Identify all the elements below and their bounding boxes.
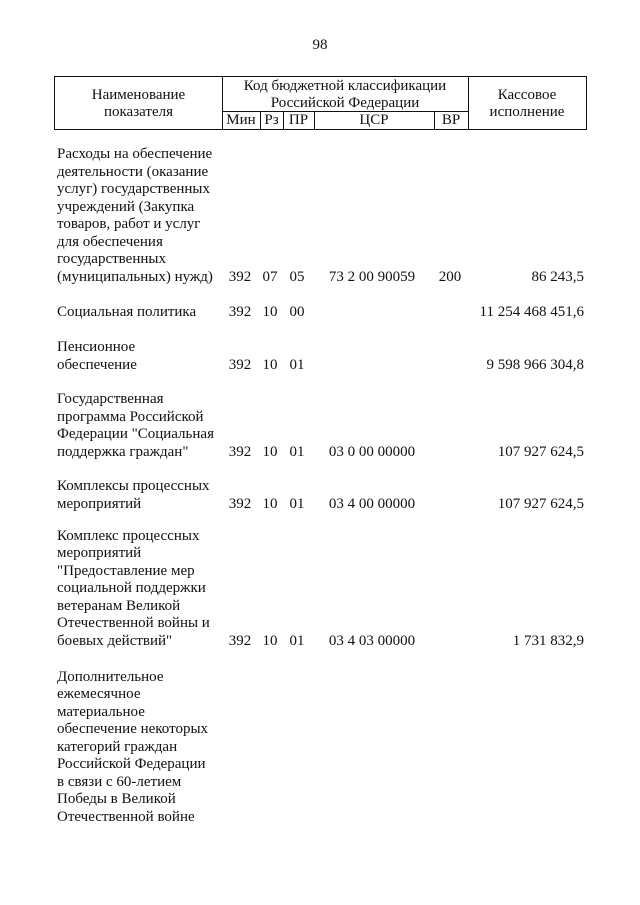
table-row xyxy=(0,146,640,286)
row-pr: 05 xyxy=(289,268,305,285)
row-min: 392 xyxy=(228,356,252,373)
row-min: 392 xyxy=(228,495,252,512)
row-csr: 73 2 00 90059 xyxy=(328,268,416,285)
row-min: 392 xyxy=(228,303,252,320)
row-vr: 200 xyxy=(438,268,462,285)
table-row xyxy=(0,338,640,374)
row-name: Комплекс процессных мероприятий "Предоставление мер социальной поддержки ветеранам Великой Отечественной войны и боевых действий" xyxy=(57,527,210,649)
row-pr: 00 xyxy=(289,303,305,320)
row-pr: 01 xyxy=(289,443,305,460)
row-pr: 01 xyxy=(289,356,305,373)
row-name: Комплексы процессных мероприятий xyxy=(57,478,210,512)
row-sum: 107 927 624,5 xyxy=(497,495,584,512)
row-pr: 01 xyxy=(289,495,305,512)
row-pr: 01 xyxy=(289,632,305,649)
row-name: Дополнительное ежемесячное материальное обеспечение некоторых категорий граждан Российской Федерации в связи с 60-летием Победы в Великой Отечественной войне xyxy=(57,668,209,825)
row-sum: 107 927 624,5 xyxy=(497,443,584,460)
table-row xyxy=(0,668,640,826)
row-sum: 9 598 966 304,8 xyxy=(486,356,584,373)
table-row xyxy=(0,303,640,321)
row-name: Государственная программа Российской Федерации "Социальная поддержка граждан" xyxy=(57,391,214,460)
header-code-group: Код бюджетной классификации Российской Федерации xyxy=(243,78,447,111)
row-sum: 11 254 468 451,6 xyxy=(479,303,584,320)
header-sub-pr: ПР xyxy=(288,112,309,128)
header-sub-csr: ЦСР xyxy=(359,112,389,128)
row-sum: 86 243,5 xyxy=(531,268,584,285)
header-name-column: Наименование показателя xyxy=(91,87,186,120)
row-min: 392 xyxy=(228,632,252,649)
row-rz: 10 xyxy=(262,356,278,373)
table-row xyxy=(0,390,640,461)
row-rz: 10 xyxy=(262,443,278,460)
row-rz: 10 xyxy=(262,632,278,649)
row-rz: 10 xyxy=(262,495,278,512)
row-min: 392 xyxy=(228,443,252,460)
row-rz: 07 xyxy=(262,268,278,285)
table-row xyxy=(0,529,640,650)
row-name: Пенсионное обеспечение xyxy=(57,339,137,373)
row-csr: 03 0 00 00000 xyxy=(328,443,416,460)
header-amount-column: Кассовое исполнение xyxy=(489,87,565,120)
header-sub-vr: ВР xyxy=(441,112,461,128)
header-sub-rz: Рз xyxy=(264,112,279,128)
row-sum: 1 731 832,9 xyxy=(512,632,584,649)
row-name: Социальная политика xyxy=(57,303,197,320)
row-csr: 03 4 03 00000 xyxy=(328,632,416,649)
page-number: 98 xyxy=(312,37,328,53)
header-sub-min: Мин xyxy=(226,112,256,128)
row-min: 392 xyxy=(228,268,252,285)
row-rz: 10 xyxy=(262,303,278,320)
row-name: Расходы на обеспечение деятельности (оказание услуг) государственных учреждений (Закупка товаров, работ и услуг для обеспечения государственных (муниципальных) нужд) xyxy=(57,146,213,285)
row-csr: 03 4 00 00000 xyxy=(328,495,416,512)
table-row xyxy=(0,477,640,513)
